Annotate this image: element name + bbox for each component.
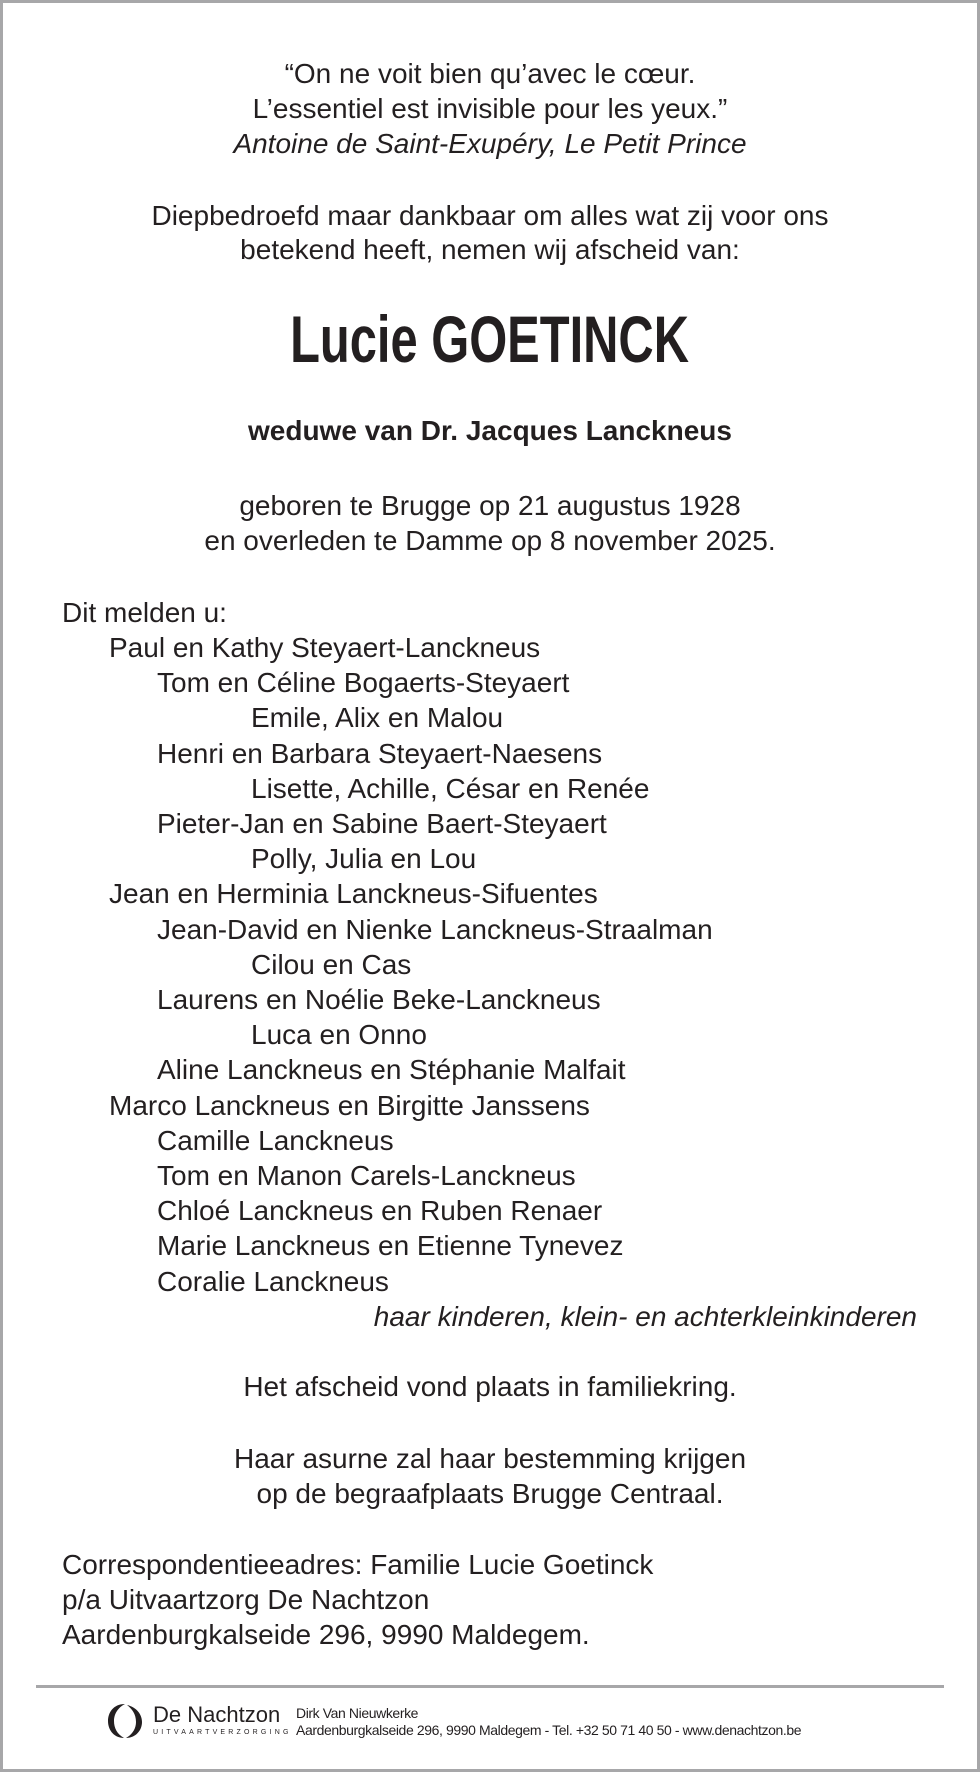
- intro-line-1: Diepbedroefd maar dankbaar om alles wat zij voor ons: [151, 200, 829, 231]
- footer-brand: De Nachtzon: [153, 1702, 281, 1727]
- family-member: Marie Lanckneus en Etienne Tynevez: [157, 1230, 624, 1262]
- ceremony-info: Het afscheid vond plaats in familiekring.: [243, 1371, 737, 1402]
- family-member: Paul en Kathy Steyaert-Lanckneus: [109, 632, 541, 663]
- intro-line-2: betekend heeft, nemen wij afscheid van:: [240, 234, 740, 265]
- family-member: Emile, Alix en Malou: [251, 702, 504, 734]
- correspondence-line-1: Correspondentieeadres: Familie Lucie Goetinck: [62, 1549, 654, 1580]
- de-nachtzon-logo-icon: [105, 1701, 145, 1741]
- correspondence-line-3: Aardenburgkalseide 296, 9990 Maldegem.: [62, 1619, 590, 1650]
- burial-line-2: op de begraafplaats Brugge Centraal.: [256, 1478, 724, 1509]
- death-info: en overleden te Damme op 8 november 2025.: [204, 525, 776, 556]
- family-member: Tom en Manon Carels-Lanckneus: [157, 1160, 576, 1191]
- quote-line-1: “On ne voit bien qu’avec le cœur.: [284, 58, 696, 89]
- widow-of: weduwe van Dr. Jacques Lanckneus: [248, 415, 732, 446]
- correspondence-line-2: p/a Uitvaartzorg De Nachtzon: [62, 1584, 430, 1615]
- family-member: Henri en Barbara Steyaert-Naesens: [157, 737, 603, 769]
- family-member: Jean-David en Nienke Lanckneus-Straalman: [157, 913, 713, 945]
- quote-author: Antoine de Saint-Exupéry, Le Petit Prince: [233, 128, 747, 159]
- family-member: Tom en Céline Bogaerts-Steyaert: [157, 667, 570, 699]
- quote-line-2: L’essentiel est invisible pour les yeux.”: [252, 93, 728, 124]
- family-member: Camille Lanckneus: [157, 1124, 394, 1156]
- family-member: Pieter-Jan en Sabine Baert-Steyaert: [157, 808, 607, 839]
- footer-divider: [36, 1685, 944, 1688]
- family-member: Polly, Julia en Lou: [251, 843, 477, 875]
- footer-contact-details: Aardenburgkalseide 296, 9990 Maldegem - Tel. +32 50 71 40 50 - www.denachtzon.be: [296, 1722, 802, 1738]
- family-heading: Dit melden u:: [62, 597, 227, 628]
- family-member: Aline Lanckneus en Stéphanie Malfait: [157, 1054, 626, 1086]
- family-member: Jean en Herminia Lanckneus-Sifuentes: [109, 878, 598, 910]
- family-member: Lisette, Achille, César en Renée: [251, 772, 650, 804]
- family-member: Coralie Lanckneus: [157, 1265, 389, 1297]
- family-member: Luca en Onno: [251, 1019, 427, 1051]
- family-member: Marco Lanckneus en Birgitte Janssens: [109, 1089, 590, 1121]
- family-member: Cilou en Cas: [251, 948, 412, 980]
- burial-line-1: Haar asurne zal haar bestemming krijgen: [233, 1443, 747, 1474]
- birth-info: geboren te Brugge op 21 augustus 1928: [239, 490, 741, 521]
- family-relation: haar kinderen, klein- en achterkleinkinderen: [373, 1301, 917, 1332]
- footer-contact-name: Dirk Van Nieuwkerke: [296, 1705, 419, 1721]
- family-member: Laurens en Noélie Beke-Lanckneus: [157, 984, 601, 1015]
- deceased-name: Lucie GOETINCK: [290, 302, 690, 376]
- footer-brand-sub: UITVAARTVERZORGING: [153, 1729, 292, 1736]
- family-member: Chloé Lanckneus en Ruben Renaer: [157, 1195, 603, 1227]
